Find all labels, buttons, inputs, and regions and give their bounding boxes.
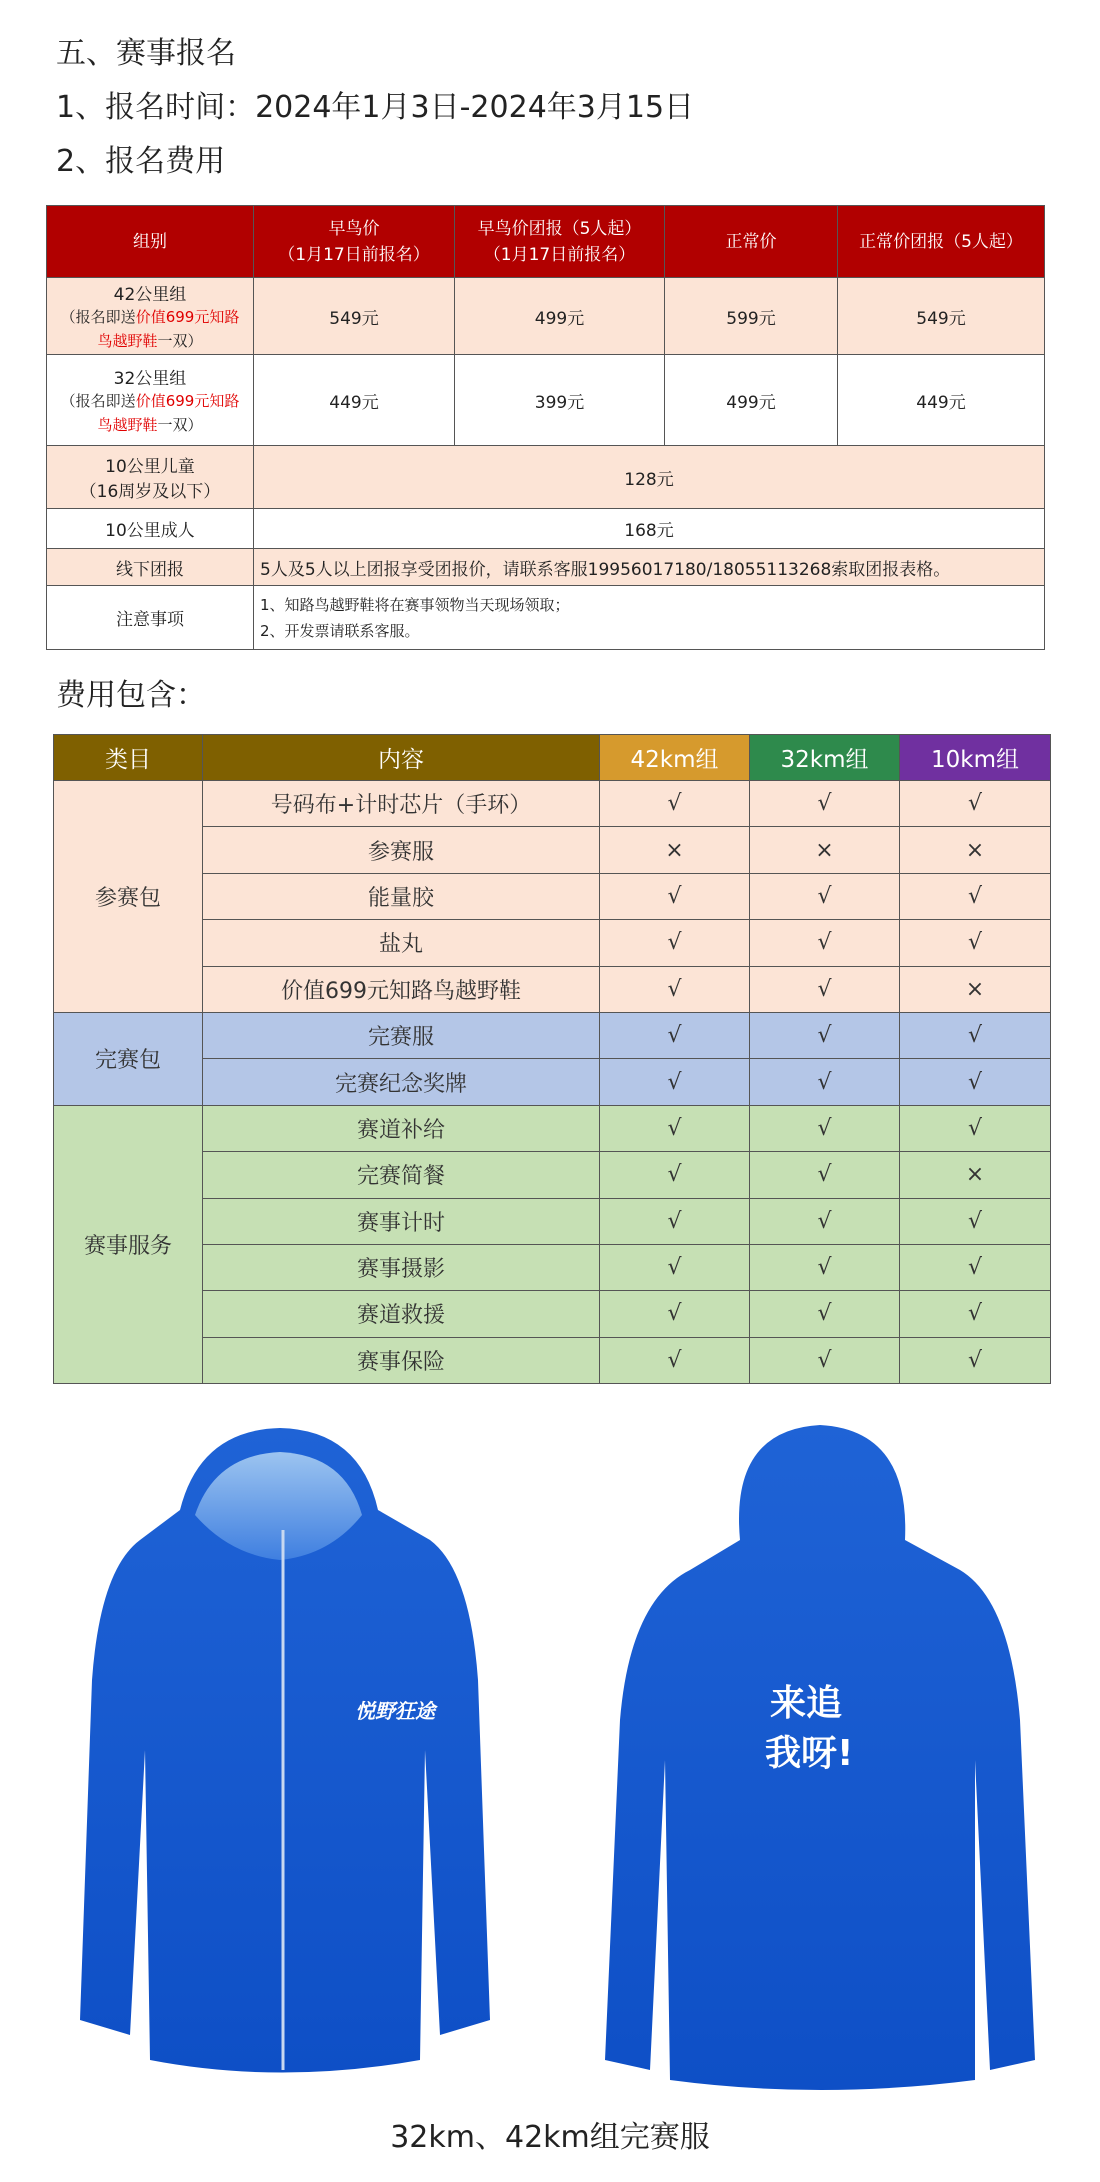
item-cell: 完赛服 bbox=[203, 1012, 600, 1058]
check-mark: √ bbox=[750, 1337, 900, 1383]
check-mark: √ bbox=[600, 1012, 750, 1058]
offline-group-text: 5人及5人以上团报享受团报价，请联系客服19956017180/18055113268索取团报表格。 bbox=[254, 549, 1045, 586]
finisher-jackets-image bbox=[0, 1420, 1100, 2100]
group-cell: 10公里成人 bbox=[47, 509, 254, 549]
category-cell: 完赛包 bbox=[54, 1012, 203, 1105]
includes-table-header bbox=[54, 735, 1051, 781]
check-mark: √ bbox=[600, 1244, 750, 1290]
table-row bbox=[54, 1291, 1051, 1337]
item-cell: 赛道救援 bbox=[203, 1291, 600, 1337]
check-mark: √ bbox=[750, 1059, 900, 1105]
header-normal-group: 正常价团报（5人起） bbox=[838, 206, 1045, 278]
price-cell: 399元 bbox=[455, 355, 665, 446]
group-cell: 42公里组 （报名即送价值699元知路 鸟越野鞋一双） bbox=[47, 278, 254, 355]
category-cell: 赛事服务 bbox=[54, 1105, 203, 1383]
check-mark: √ bbox=[600, 1198, 750, 1244]
cross-mark: × bbox=[750, 827, 900, 873]
header-cell: 内容 bbox=[203, 735, 600, 781]
check-mark: √ bbox=[750, 920, 900, 966]
table-row bbox=[54, 873, 1051, 919]
cross-mark: × bbox=[600, 827, 750, 873]
table-row bbox=[47, 446, 1045, 509]
price-cell: 128元 bbox=[254, 446, 1045, 509]
check-mark: √ bbox=[600, 1105, 750, 1151]
category-cell: 参赛包 bbox=[54, 781, 203, 1013]
item-cell: 赛道补给 bbox=[203, 1105, 600, 1151]
price-cell: 499元 bbox=[455, 278, 665, 355]
table-row bbox=[54, 1105, 1051, 1151]
registration-time: 1、报名时间：2024年1月3日-2024年3月15日 bbox=[56, 90, 695, 125]
check-mark: √ bbox=[900, 1012, 1051, 1058]
item-cell: 号码布+计时芯片（手环） bbox=[203, 781, 600, 827]
cross-mark: × bbox=[900, 966, 1051, 1012]
check-mark: √ bbox=[750, 1152, 900, 1198]
item-cell: 赛事计时 bbox=[203, 1198, 600, 1244]
table-row bbox=[54, 781, 1051, 827]
check-mark: √ bbox=[900, 1244, 1051, 1290]
check-mark: √ bbox=[750, 1244, 900, 1290]
table-row bbox=[47, 586, 1045, 650]
table-row bbox=[47, 355, 1045, 446]
fee-table bbox=[46, 205, 1045, 650]
header-early-bird: 早鸟价 （1月17日前报名） bbox=[254, 206, 455, 278]
notes-text: 1、知路鸟越野鞋将在赛事领物当天现场领取； 2、开发票请联系客服。 bbox=[254, 586, 1045, 650]
check-mark: √ bbox=[750, 1012, 900, 1058]
header-early-bird-group: 早鸟价团报（5人起） （1月17日前报名） bbox=[455, 206, 665, 278]
header-cell: 类目 bbox=[54, 735, 203, 781]
price-cell: 549元 bbox=[254, 278, 455, 355]
table-row bbox=[54, 1198, 1051, 1244]
header-cell: 32km组 bbox=[750, 735, 900, 781]
section-title: 五、赛事报名 bbox=[56, 36, 236, 71]
check-mark: √ bbox=[750, 781, 900, 827]
front-logo: 悦野狂途 bbox=[355, 1699, 435, 1723]
table-row bbox=[54, 1244, 1051, 1290]
price-cell: 549元 bbox=[838, 278, 1045, 355]
item-cell: 完赛纪念奖牌 bbox=[203, 1059, 600, 1105]
item-cell: 赛事保险 bbox=[203, 1337, 600, 1383]
check-mark: √ bbox=[600, 781, 750, 827]
group-cell: 线下团报 bbox=[47, 549, 254, 586]
table-row bbox=[47, 549, 1045, 586]
table-row bbox=[54, 920, 1051, 966]
check-mark: √ bbox=[600, 966, 750, 1012]
jacket-front bbox=[80, 1428, 490, 2073]
check-mark: √ bbox=[750, 1291, 900, 1337]
jacket-caption: 32km、42km组完赛服 bbox=[390, 2120, 710, 2155]
check-mark: √ bbox=[900, 1059, 1051, 1105]
table-row bbox=[54, 1337, 1051, 1383]
check-mark: √ bbox=[600, 1291, 750, 1337]
includes-heading: 费用包含： bbox=[56, 678, 206, 713]
price-cell: 449元 bbox=[254, 355, 455, 446]
check-mark: √ bbox=[900, 1291, 1051, 1337]
item-cell: 价值699元知路鸟越野鞋 bbox=[203, 966, 600, 1012]
back-slogan-line1: 来追 bbox=[770, 1683, 843, 1724]
fee-heading: 2、报名费用 bbox=[56, 144, 226, 179]
price-cell: 449元 bbox=[838, 355, 1045, 446]
fee-table-header bbox=[47, 206, 1045, 278]
check-mark: √ bbox=[750, 1105, 900, 1151]
table-row bbox=[54, 966, 1051, 1012]
check-mark: √ bbox=[900, 920, 1051, 966]
item-cell: 赛事摄影 bbox=[203, 1244, 600, 1290]
check-mark: √ bbox=[900, 781, 1051, 827]
check-mark: √ bbox=[600, 1337, 750, 1383]
item-cell: 参赛服 bbox=[203, 827, 600, 873]
check-mark: √ bbox=[900, 1337, 1051, 1383]
cross-mark: × bbox=[900, 827, 1051, 873]
item-cell: 完赛简餐 bbox=[203, 1152, 600, 1198]
check-mark: √ bbox=[600, 1152, 750, 1198]
check-mark: √ bbox=[600, 873, 750, 919]
check-mark: √ bbox=[900, 1105, 1051, 1151]
item-cell: 盐丸 bbox=[203, 920, 600, 966]
jacket-back bbox=[605, 1425, 1035, 2090]
table-row bbox=[47, 509, 1045, 549]
group-cell: 32公里组 （报名即送价值699元知路 鸟越野鞋一双） bbox=[47, 355, 254, 446]
check-mark: √ bbox=[750, 873, 900, 919]
back-slogan-line2: 我呀! bbox=[765, 1733, 854, 1774]
check-mark: √ bbox=[600, 920, 750, 966]
header-cell: 10km组 bbox=[900, 735, 1051, 781]
includes-table bbox=[53, 734, 1051, 1384]
group-cell: 10公里儿童 （16周岁及以下） bbox=[47, 446, 254, 509]
table-row bbox=[54, 827, 1051, 873]
check-mark: √ bbox=[750, 1198, 900, 1244]
check-mark: √ bbox=[900, 873, 1051, 919]
table-row bbox=[54, 1012, 1051, 1058]
check-mark: √ bbox=[600, 1059, 750, 1105]
cross-mark: × bbox=[900, 1152, 1051, 1198]
item-cell: 能量胶 bbox=[203, 873, 600, 919]
group-cell: 注意事项 bbox=[47, 586, 254, 650]
table-row bbox=[54, 1059, 1051, 1105]
header-cell: 42km组 bbox=[600, 735, 750, 781]
check-mark: √ bbox=[900, 1198, 1051, 1244]
check-mark: √ bbox=[750, 966, 900, 1012]
header-group: 组别 bbox=[47, 206, 254, 278]
header-normal: 正常价 bbox=[665, 206, 838, 278]
table-row bbox=[54, 1152, 1051, 1198]
price-cell: 168元 bbox=[254, 509, 1045, 549]
price-cell: 599元 bbox=[665, 278, 838, 355]
table-row bbox=[47, 278, 1045, 355]
price-cell: 499元 bbox=[665, 355, 838, 446]
